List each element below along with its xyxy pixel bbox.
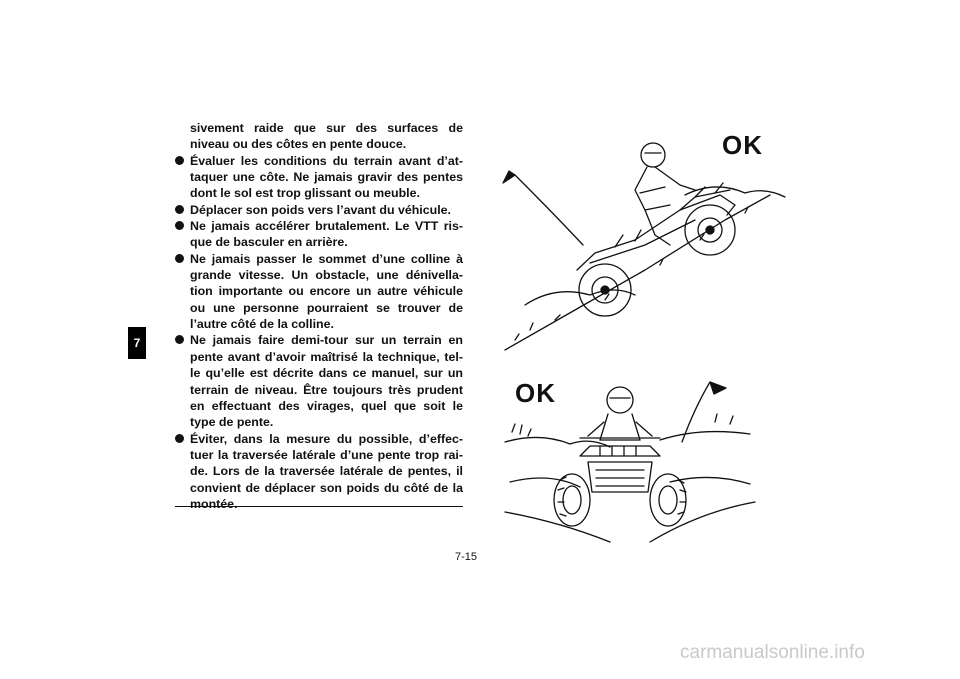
page-number: 7-15 xyxy=(455,551,478,563)
bullet-item: Évaluer les conditions du terrain avant d’at- taquer une côte. Ne jamais gravir des pentes dont le sol est trop glissant ou meuble. xyxy=(173,153,463,202)
bullet-dot-icon xyxy=(175,254,184,263)
safety-bullet-list xyxy=(173,153,463,513)
bullet-item: Déplacer son poids vers l’avant du véhicule. xyxy=(173,202,463,218)
section-end-rule xyxy=(175,506,463,507)
text-column xyxy=(173,120,463,512)
bullet-item: Éviter, dans la mesure du possible, d’effec- tuer la traversée latérale d’une pente trop rai- de. Lors de la traversée latérale de pentes, il convient de déplacer son poids du côté de la montée. xyxy=(173,431,463,513)
ok-label-top: OK xyxy=(722,130,763,160)
bullet-item: Ne jamais passer le sommet d’une colline à grande vitesse. Un obstacle, une dénivella- tion importante ou encore un autre véhicule ou une personne pourraient se trouver de l’autre côté de la colline. xyxy=(173,251,463,333)
bullet-item: Ne jamais accélérer brutalement. Le VTT ris- que de basculer en arrière. xyxy=(173,218,463,251)
intro-paragraph: sivement raide que sur des surfaces de niveau ou des côtes en pente douce. xyxy=(190,121,463,152)
bullet-dot-icon xyxy=(175,205,184,214)
bullet-item: Ne jamais faire demi-tour sur un terrain en pente avant d’avoir maîtrisé la technique, tel- le qu’elle est décrite dans ce manuel, sur un terrain de niveau. Être toujours très prudent en effectuant des virages, quel que soit le type de pente. xyxy=(173,332,463,430)
chapter-tab: 7 xyxy=(128,327,146,359)
bullet-dot-icon xyxy=(175,221,184,230)
watermark: carmanualsonline.info xyxy=(680,642,865,663)
bullet-dot-icon xyxy=(175,156,184,165)
bullet-dot-icon xyxy=(175,434,184,443)
bullet-dot-icon xyxy=(175,335,184,344)
atv-uphill-illustration xyxy=(495,135,795,360)
ok-label-bottom: OK xyxy=(515,378,556,408)
